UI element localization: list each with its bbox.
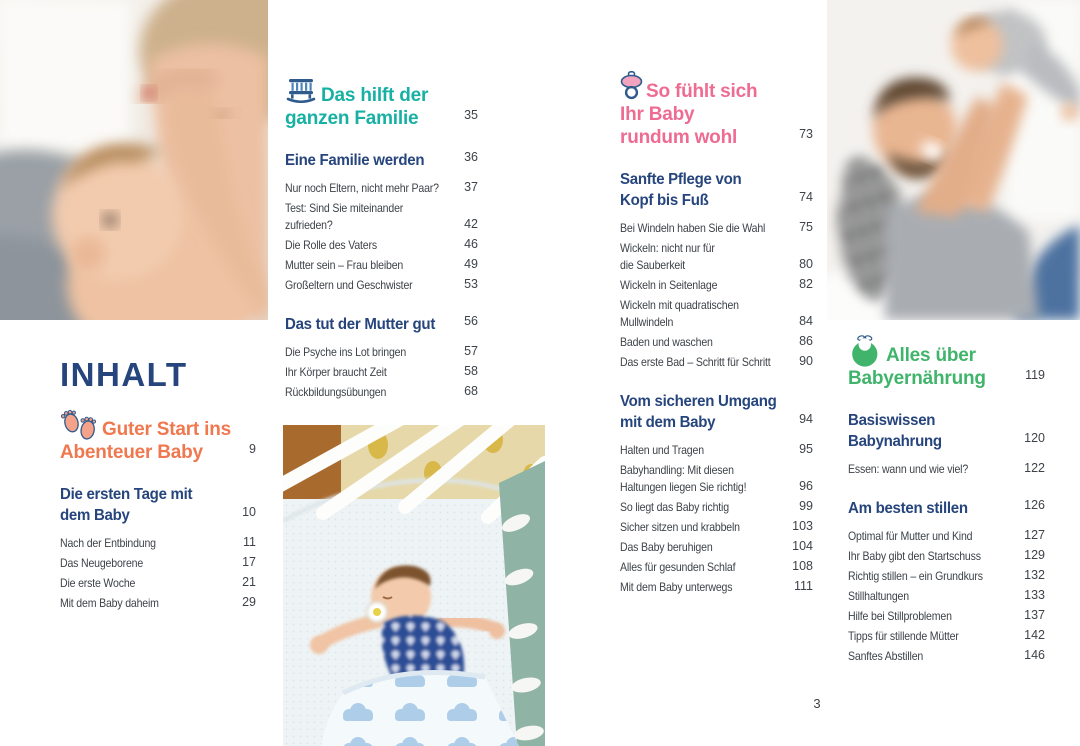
chapter-title-line: ganzen Familie	[285, 108, 419, 129]
toc-entry	[285, 180, 478, 197]
toc-entry	[285, 200, 478, 234]
page-title: INHALT	[60, 356, 188, 393]
chapter-title-line: Abenteuer Baby	[60, 442, 203, 463]
toc-entry	[620, 519, 813, 536]
toc-entry-label: Das Baby beruhigen	[620, 540, 713, 554]
section-title	[620, 169, 813, 211]
toc-entry	[620, 354, 813, 371]
toc-entry-page: 80	[799, 257, 813, 271]
photo-sleeping-baby-illustration	[283, 425, 545, 746]
toc-entry	[848, 648, 1045, 665]
toc-entry	[848, 608, 1045, 625]
toc-entry	[285, 277, 478, 294]
toc-entry-page: 29	[242, 595, 256, 609]
photo-sleeping-baby-crib	[283, 425, 545, 746]
section-page-number: 10	[242, 505, 256, 519]
section-title	[60, 484, 256, 526]
section-title-line: dem Baby	[60, 507, 130, 524]
toc-entry	[848, 548, 1045, 565]
toc-entry-page: 132	[1024, 568, 1045, 582]
toc-entry	[620, 462, 813, 496]
toc-entry-label: Essen: wann und wie viel?	[848, 462, 969, 476]
toc-entry-page: 127	[1024, 528, 1045, 542]
chapter-title-line: Guter Start ins	[102, 419, 231, 440]
section-page-number: 36	[464, 150, 478, 164]
toc-entry-label: Alles für gesunden Schlaf	[620, 560, 736, 574]
toc-entry	[620, 559, 813, 576]
toc-entry-page: 111	[793, 579, 813, 593]
toc-entry	[285, 344, 478, 361]
toc-entry-page: 11	[243, 535, 256, 549]
toc-entry-label: Das Neugeborene	[60, 556, 144, 570]
section-page-number: 74	[799, 190, 813, 204]
toc-entry-page: 37	[464, 180, 478, 194]
toc-entry	[60, 595, 256, 612]
toc-entry-label: Mullwindeln	[620, 315, 674, 329]
toc-entry-page: 129	[1024, 548, 1045, 562]
section-title	[620, 391, 813, 433]
toc-entry-page: 58	[464, 364, 478, 378]
toc-entry-page: 17	[242, 555, 256, 569]
toc-column-4	[848, 344, 1045, 668]
book-page-number: 3	[813, 696, 821, 711]
section-title	[285, 150, 478, 171]
crib-icon	[285, 100, 321, 101]
chapter-title-line: So fühlt sich	[646, 81, 758, 102]
toc-entry-label: Rückbildungsübungen	[285, 385, 387, 399]
toc-entry	[848, 628, 1045, 645]
section-title-line: Eine Familie werden	[285, 152, 425, 169]
chapter-family-title	[285, 84, 478, 130]
toc-entry-label: Mit dem Baby daheim	[60, 596, 159, 610]
photo-father-and-baby	[827, 0, 1080, 320]
pacifier-icon	[620, 96, 646, 97]
chapter-wellbeing-title	[620, 80, 813, 149]
toc-entry-page: 82	[799, 277, 813, 291]
toc-entry-label: Nach der Entbindung	[60, 536, 156, 550]
toc-entry-label: Sanftes Abstillen	[848, 649, 924, 663]
bib-icon	[848, 360, 886, 361]
toc-entry-label: Ihr Baby gibt den Startschuss	[848, 549, 981, 563]
section-title-line: mit dem Baby	[620, 414, 716, 431]
toc-entry	[60, 535, 256, 552]
toc-entry-label: Baden und waschen	[620, 335, 713, 349]
toc-column-1	[60, 356, 256, 615]
toc-entry	[848, 528, 1045, 545]
toc-entry-label: Bei Windeln haben Sie die Wahl	[620, 221, 766, 235]
toc-entry-label: Stillhaltungen	[848, 589, 909, 603]
chapter-start-title	[60, 418, 256, 464]
toc-entry-label: Das erste Bad – Schritt für Schritt	[620, 355, 771, 369]
section-title	[848, 410, 1045, 452]
chapter-page-number: 35	[464, 108, 478, 122]
chapter-page-number: 119	[1025, 368, 1045, 382]
chapter-title-line: Babyernährung	[848, 368, 986, 389]
baby-feet-icon	[60, 434, 102, 435]
toc-entry-label: Hilfe bei Stillproblemen	[848, 609, 952, 623]
toc-entry-page: 68	[464, 384, 478, 398]
toc-entry-label: Babyhandling: Mit diesen	[620, 463, 734, 477]
chapter-title-line: rundum wohl	[620, 127, 738, 148]
section-title-line: Basiswissen	[848, 412, 936, 429]
toc-entry-page: 84	[799, 314, 813, 328]
toc-entry-page: 42	[464, 217, 478, 231]
toc-entry	[285, 364, 478, 381]
section-title-line: Kopf bis Fuß	[620, 192, 709, 209]
toc-entry-page: 104	[792, 539, 813, 553]
toc-entry-label: zufrieden?	[285, 218, 333, 232]
toc-entry-label: Mutter sein – Frau bleiben	[285, 258, 404, 272]
section-page-number: 120	[1024, 431, 1045, 445]
toc-entry	[620, 539, 813, 556]
toc-entry-label: die Sauberkeit	[620, 258, 686, 272]
toc-entry-label: Optimal für Mutter und Kind	[848, 529, 973, 543]
toc-entry	[620, 579, 813, 596]
toc-entry-label: Wickeln mit quadratischen	[620, 298, 739, 312]
chapter-title-line: Ihr Baby	[620, 104, 695, 125]
toc-entry	[620, 334, 813, 351]
toc-entry-page: 142	[1024, 628, 1045, 642]
toc-entry-label: Halten und Tragen	[620, 443, 704, 457]
toc-entry-page: 122	[1024, 461, 1045, 475]
toc-entry-label: Mit dem Baby unterwegs	[620, 580, 733, 594]
toc-entry-label: Die erste Woche	[60, 576, 136, 590]
toc-entry	[285, 237, 478, 254]
toc-entry-page: 57	[464, 344, 478, 358]
section-page-number: 126	[1024, 498, 1045, 512]
section-title-line: Babynahrung	[848, 433, 942, 450]
toc-entry-page: 137	[1024, 608, 1045, 622]
toc-entry-page: 133	[1024, 588, 1045, 602]
toc-entry-label: Nur noch Eltern, nicht mehr Paar?	[285, 181, 439, 195]
toc-entry-label: Sicher sitzen und krabbeln	[620, 520, 740, 534]
toc-entry-page: 146	[1024, 648, 1045, 662]
toc-entry	[285, 257, 478, 274]
chapter-page-number: 73	[799, 127, 813, 141]
toc-entry-label: Die Psyche ins Lot bringen	[285, 345, 407, 359]
toc-entry	[848, 588, 1045, 605]
section-title	[848, 498, 1045, 519]
section-title-line: Das tut der Mutter gut	[285, 316, 436, 333]
toc-entry	[848, 461, 1045, 478]
toc-entry	[620, 220, 813, 237]
toc-entry-label: Richtig stillen – ein Grundkurs	[848, 569, 983, 583]
toc-entry-label: Wickeln: nicht nur für	[620, 241, 715, 255]
toc-entry-page: 95	[799, 442, 813, 456]
toc-entry	[620, 240, 813, 274]
toc-entry-label: So liegt das Baby richtig	[620, 500, 729, 514]
section-title	[285, 314, 478, 335]
toc-entry-label: Großeltern und Geschwister	[285, 278, 413, 292]
section-title-line: Vom sicheren Umgang	[620, 393, 777, 410]
section-title-line: Am besten stillen	[848, 500, 968, 517]
toc-entry-page: 96	[799, 479, 813, 493]
toc-entry-label: Test: Sind Sie miteinander	[285, 201, 404, 215]
section-title-line: Sanfte Pflege von	[620, 171, 742, 188]
toc-entry	[60, 555, 256, 572]
toc-entry-label: Tipps für stillende Mütter	[848, 629, 959, 643]
toc-entry-page: 21	[242, 575, 256, 589]
toc-entry-page: 86	[799, 334, 813, 348]
toc-entry	[285, 384, 478, 401]
toc-column-3	[620, 80, 813, 599]
photo-mother-and-baby-illustration	[0, 0, 268, 320]
toc-entry-page: 108	[792, 559, 813, 573]
toc-entry-label: Wickeln in Seitenlage	[620, 278, 718, 292]
toc-entry-page: 90	[799, 354, 813, 368]
chapter-title-line: Alles über	[886, 345, 976, 366]
toc-entry	[620, 277, 813, 294]
toc-entry	[620, 499, 813, 516]
chapter-nutrition-title	[848, 344, 1045, 390]
section-page-number: 94	[799, 412, 813, 426]
toc-entry-page: 75	[799, 220, 813, 234]
toc-column-2	[285, 84, 478, 404]
chapter-page-number: 9	[249, 442, 256, 456]
chapter-title-line: Das hilft der	[321, 85, 429, 106]
toc-entry-page: 103	[792, 519, 813, 533]
section-page-number: 56	[464, 314, 478, 328]
photo-mother-and-baby	[0, 0, 268, 320]
toc-entry	[848, 568, 1045, 585]
toc-entry	[620, 297, 813, 331]
toc-entry-label: Haltungen liegen Sie richtig!	[620, 480, 747, 494]
toc-entry	[620, 442, 813, 459]
toc-entry-page: 46	[464, 237, 478, 251]
toc-entry-page: 49	[464, 257, 478, 271]
toc-entry-label: Die Rolle des Vaters	[285, 238, 377, 252]
toc-entry-label: Ihr Körper braucht Zeit	[285, 365, 387, 379]
toc-entry	[60, 575, 256, 592]
toc-entry-page: 53	[464, 277, 478, 291]
section-title-line: Die ersten Tage mit	[60, 486, 193, 503]
photo-father-and-baby-illustration	[827, 0, 1080, 320]
toc-entry-page: 99	[799, 499, 813, 513]
